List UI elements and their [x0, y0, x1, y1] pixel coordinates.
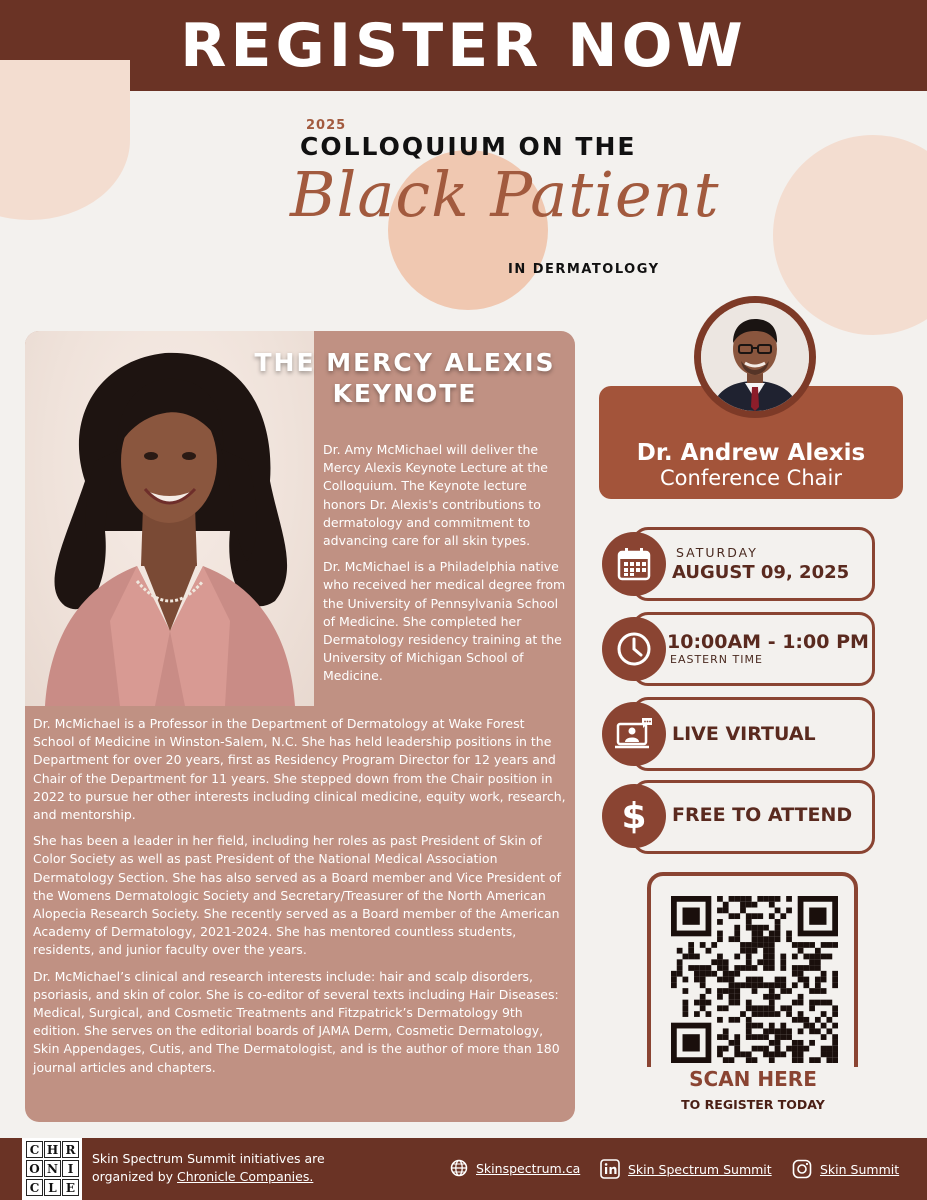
bio-paragraph: Dr. Amy McMichael will deliver the Mercy Alexis Keynote Lecture at the Colloquium. The Keynote lecture honors Dr. Alexis's contributions to dermatology and commitment to advancing care for all skin types. — [323, 442, 548, 549]
chronicle-logo-letter: N — [44, 1160, 61, 1177]
scan-here-label: SCAN HERE — [640, 1067, 866, 1091]
website-link[interactable] — [450, 1159, 580, 1177]
linkedin-text[interactable]: Skin Spectrum Summit — [628, 1161, 772, 1177]
event-title-line1: COLLOQUIUM ON THE — [300, 132, 637, 161]
chronicle-logo-letter: I — [62, 1160, 79, 1177]
chronicle-logo-letter: H — [44, 1141, 61, 1158]
event-format: LIVE VIRTUAL — [672, 723, 816, 745]
event-title-line3: IN DERMATOLOGY — [508, 262, 660, 277]
chair-portrait — [701, 303, 809, 411]
instagram-icon — [792, 1159, 812, 1179]
event-title-script: Black Patient — [290, 158, 720, 231]
bio-paragraph: Dr. McMichael is a Professor in the Department of Dermatology at Wake Forest School of Medicine in Winston-Salem, N.C. She has held leadership positions in the Department for over 20 years, first as Residency Program Director for 12 years and Chair of the Department for 11 years. She stepped down from the Chair position in 2022 to pursue her other interests including clinical medicine, equity work, research, and mentorship. — [33, 716, 566, 823]
keynote-card — [25, 331, 575, 1122]
event-time: 10:00AM - 1:00 PM — [667, 631, 869, 653]
clock-icon — [602, 617, 666, 681]
qr-code[interactable] — [671, 896, 838, 1063]
calendar-icon-svg — [616, 546, 652, 582]
chronicle-logo-letter: E — [62, 1179, 79, 1196]
event-cost: FREE TO ATTEND — [672, 804, 853, 826]
event-timezone: EASTERN TIME — [670, 653, 763, 666]
chair-portrait-illustration — [701, 303, 809, 411]
keynote-bio-full — [33, 715, 568, 1085]
chronicle-logo-letter: O — [26, 1160, 43, 1177]
chronicle-logo-letter: C — [26, 1141, 43, 1158]
website-text[interactable]: Skinspectrum.ca — [476, 1160, 581, 1176]
chronicle-logo-letter: R — [62, 1141, 79, 1158]
footer — [0, 1138, 927, 1200]
chronicle-logo-letter: L — [44, 1179, 61, 1196]
footer-organizer — [92, 1150, 325, 1186]
linkedin-link[interactable] — [600, 1159, 772, 1179]
instagram-text[interactable]: Skin Summit — [820, 1161, 900, 1177]
footer-org-prefix: organized by — [92, 1169, 178, 1184]
clock-icon-svg — [615, 630, 653, 668]
chair-name: Dr. Andrew Alexis — [636, 440, 866, 466]
keynote-title-line1: THE MERCY ALEXIS — [254, 348, 556, 377]
decorative-circle-left — [0, 60, 130, 220]
chair-photo — [694, 296, 816, 418]
virtual-meeting-icon — [602, 702, 666, 766]
qr-finder-pattern — [798, 896, 838, 936]
event-year: 2025 — [306, 118, 347, 133]
chronicle-logo — [22, 1138, 82, 1200]
registration-qr-frame[interactable] — [647, 872, 858, 1083]
instagram-link[interactable] — [792, 1159, 899, 1179]
globe-icon — [450, 1159, 468, 1177]
keynote-title — [245, 347, 565, 409]
dollar-glyph: $ — [621, 795, 647, 837]
register-banner — [0, 0, 927, 91]
calendar-icon — [602, 532, 666, 596]
dollar-icon — [602, 784, 666, 848]
bio-paragraph: Dr. McMichael’s clinical and research interests include: hair and scalp disorders, psoriasis, and skin of color. She is co-editor of several texts including Hair Diseases: Medical, Surgical, and Cosmetic Treatments and Fitzpatrick’s Dermatology 9th edition. She serves on the editorial boards of JAMA Derm, Cosmetic Dermatology, Skin Appendages, Cutis, and The Dermatologist, and is the author of more than 180 journal articles and chapters. — [33, 968, 560, 1075]
qr-finder-pattern — [671, 1023, 711, 1063]
linkedin-icon — [600, 1159, 620, 1179]
keynote-bio-side — [323, 441, 567, 694]
bio-paragraph: Dr. McMichael is a Philadelphia native who received her medical degree from the University of Pennsylvania School of Medicine. She completed her Dermatology residency training at the University of Michigan School of Medicine. — [323, 559, 566, 684]
footer-org-line1: Skin Spectrum Summit initiatives are — [92, 1151, 325, 1166]
scan-here-sublabel: TO REGISTER TODAY — [681, 1097, 825, 1112]
chronicle-companies-link[interactable]: Chronicle Companies. — [177, 1169, 314, 1184]
chair-role: Conference Chair — [660, 466, 842, 490]
event-date: AUGUST 09, 2025 — [672, 562, 850, 583]
banner-title: REGISTER NOW — [180, 10, 747, 81]
decorative-circle-right — [773, 135, 927, 335]
footer-org-line2 — [92, 1168, 325, 1186]
bio-paragraph: She has been a leader in her field, including her roles as past President of Skin of Color Society as well as past President of the National Medical Association Dermatology Section. She has also served as a Board member and Vice President of the Womens Dermatologic Society and Secretary/Treasurer of the North American Alopecia Research Society. She recently served as a Board member of the American Academy of Dermatology, 2021-2024. She has mentored countless students, residents, and junior faculty over the years. — [33, 833, 562, 958]
qr-finder-pattern — [671, 896, 711, 936]
chronicle-logo-letter: C — [26, 1179, 43, 1196]
keynote-title-line2: KEYNOTE — [332, 379, 478, 408]
virtual-meeting-icon-svg — [614, 716, 654, 752]
event-day: SATURDAY — [676, 545, 758, 560]
